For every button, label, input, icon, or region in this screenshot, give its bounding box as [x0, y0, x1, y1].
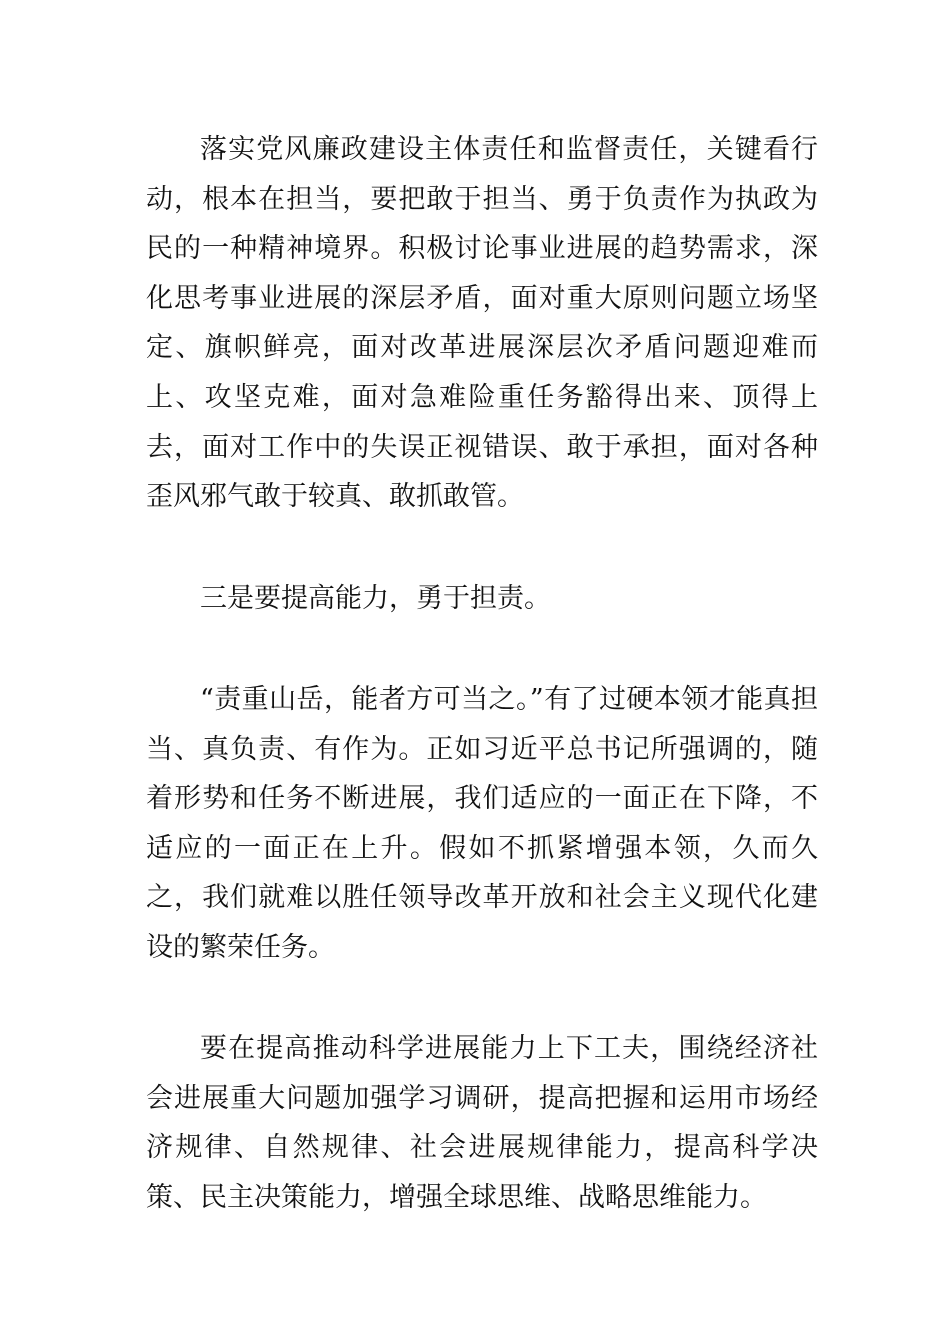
section-heading-ability: 三是要提高能力，勇于担责。: [200, 583, 551, 614]
paragraph-capability: “责重山岳，能者方可当之。”有了过硬本领才能真担当、真负责、有作为。正如习近平总书记所强调的，随着形势和任务不断进展，我们适应的一面正在下降，不适应的一面正在上升。假如不抓紧增强本领，久而久之，我们就难以胜任领导改革开放和社会主义现代化建设的繁荣任务。: [146, 684, 818, 963]
paragraph-responsibility: 落实党风廉政建设主体责任和监督责任，关键看行动，根本在担当，要把敢于担当、勇于负责作为执政为民的一种精神境界。积极讨论事业进展的趋势需求，深化思考事业进展的深层矛盾，面对重大原则问题立场坚定、旗帜鲜亮，面对改革进展深层次矛盾问题迎难而上、攻坚克难，面对急难险重任务豁得出来、顶得上去，面对工作中的失误正视错误、敢于承担，面对各种歪风邪气敢于较真、敢抓敢管。: [146, 134, 818, 513]
paragraph-scientific-development: 要在提高推动科学进展能力上下工夫，围绕经济社会进展重大问题加强学习调研，提高把握和运用市场经济规律、自然规律、社会进展规律能力，提高科学决策、民主决策能力，增强全球思维、战略思维能力。: [146, 1033, 818, 1213]
